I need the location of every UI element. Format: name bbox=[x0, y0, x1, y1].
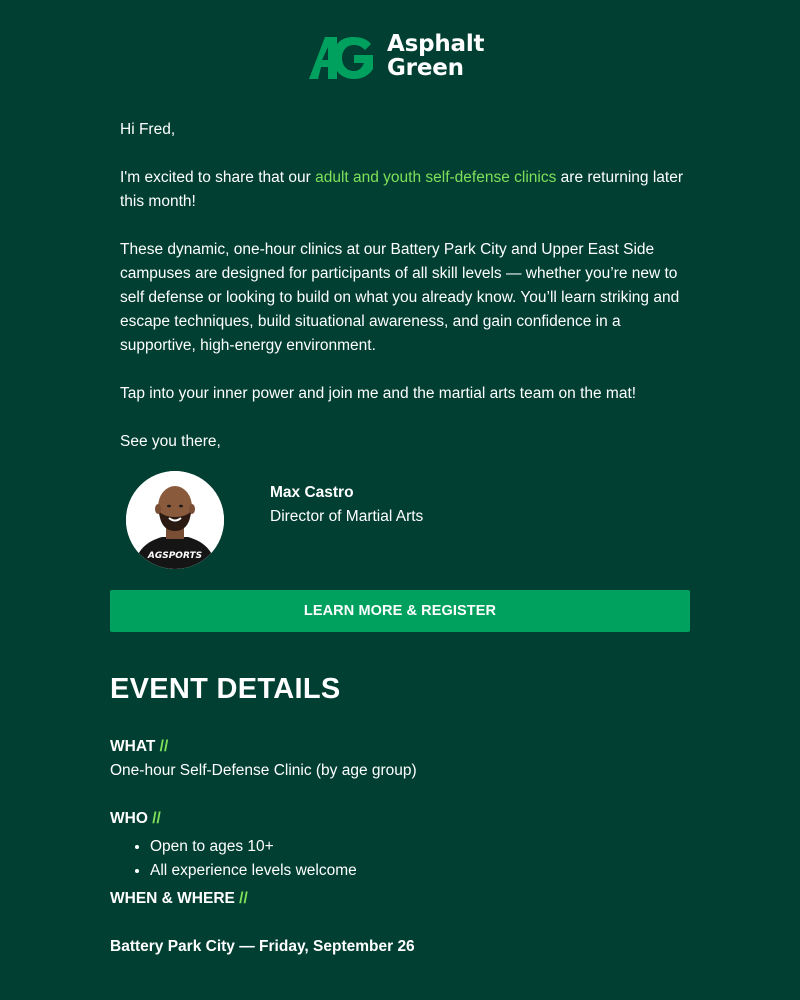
event-details-heading: EVENT DETAILS bbox=[110, 673, 341, 705]
who-list bbox=[110, 835, 690, 883]
logo-line-2: Green bbox=[387, 55, 464, 81]
event-details-section bbox=[110, 670, 690, 959]
what-label bbox=[110, 735, 690, 759]
location-date-line: Battery Park City — Friday, September 26 bbox=[110, 938, 415, 955]
shirt-print-text: AGSPORTS bbox=[147, 551, 203, 561]
avatar bbox=[126, 471, 224, 569]
intro-text-before: I'm excited to share that our bbox=[120, 169, 316, 186]
invitation-paragraph: Tap into your inner power and join me and the martial arts team on the mat! bbox=[120, 385, 637, 402]
signature-block bbox=[126, 471, 690, 571]
when-slashes: // bbox=[239, 890, 248, 907]
intro-paragraph bbox=[120, 166, 690, 214]
when-label-text: WHEN & WHERE bbox=[110, 890, 235, 907]
who-label bbox=[110, 807, 690, 831]
signer-name: Max Castro bbox=[270, 484, 354, 501]
location-name: Battery Park City bbox=[110, 938, 235, 955]
avatar-illustration bbox=[126, 471, 224, 569]
self-defense-clinics-link[interactable]: adult and youth self-defense clinics bbox=[315, 169, 557, 186]
list-item: • All experience levels welcome bbox=[150, 859, 690, 883]
email-header bbox=[0, 0, 800, 110]
ag-logo-icon bbox=[309, 33, 375, 79]
asphalt-green-logo[interactable] bbox=[309, 30, 499, 82]
intro-text-after: are returning later this month! bbox=[120, 169, 684, 210]
event-date: Friday, September 26 bbox=[259, 938, 415, 955]
signature-text bbox=[270, 481, 423, 529]
greeting: Hi Fred, bbox=[120, 121, 176, 138]
closing-line: See you there, bbox=[120, 433, 221, 450]
description-paragraph: These dynamic, one-hour clinics at our Battery Park City and Upper East Side campuses are designed for participants of all skill levels — whether you’re new to self defense or looking to build on what you already know. You’ll learn striking and escape techniques, build situational awareness, and gain confidence in a supportive, high-energy environment. bbox=[120, 241, 680, 354]
who-slashes: // bbox=[152, 810, 161, 827]
signer-title: Director of Martial Arts bbox=[270, 508, 424, 525]
logo-line-1: Asphalt bbox=[387, 31, 485, 57]
what-slashes: // bbox=[159, 738, 169, 755]
learn-more-register-button[interactable]: LEARN MORE & REGISTER bbox=[110, 590, 690, 632]
list-item: • Open to ages 10+ bbox=[150, 835, 690, 859]
letter-body bbox=[120, 118, 690, 478]
logo-wordmark bbox=[387, 32, 484, 80]
what-value: One-hour Self-Defense Clinic (by age group) bbox=[110, 762, 417, 779]
who-label-text: WHO bbox=[110, 810, 148, 827]
what-label-text: WHAT bbox=[110, 738, 156, 755]
when-where-label bbox=[110, 887, 690, 911]
